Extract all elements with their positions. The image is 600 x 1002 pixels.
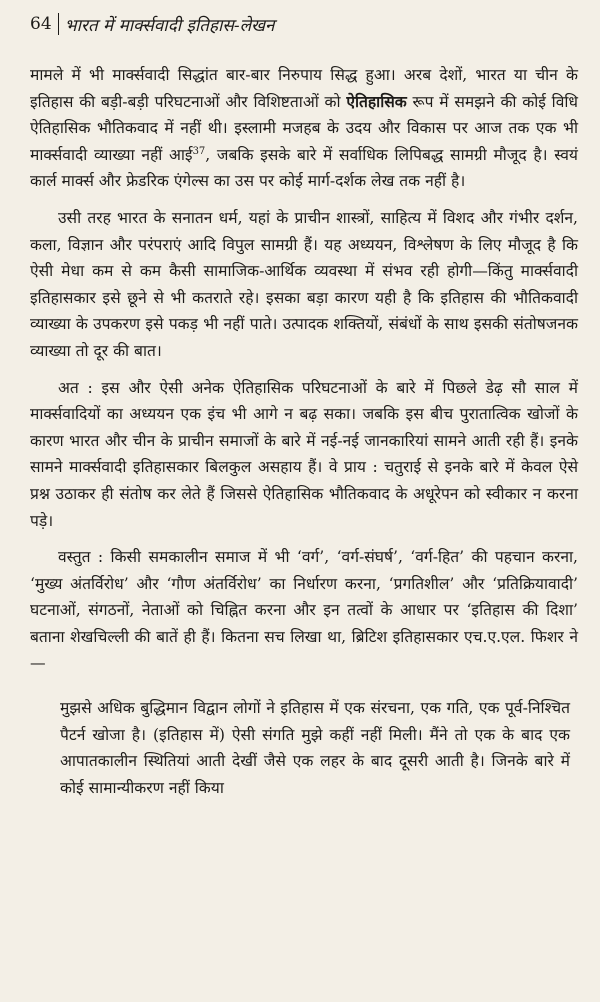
running-title: भारत में मार्क्सवादी इतिहास-लेखन	[64, 15, 275, 36]
bold-term: ऐतिहासिक	[346, 91, 407, 111]
paragraph-2: उसी तरह भारत के सनातन धर्म, यहां के प्राचीन शास्त्रों, साहित्य में विशद और गंभीर दर्शन, कला, विज्ञान और परंपराएं आदि विपुल सामग्री हैं। यह अध्ययन, विश्लेषण के लिए मौजूद है कि ऐसी मेधा कम से कम कैसी सामाजिक-आर्थिक व्यवस्था में संभव रही होगी—किंतु मार्क्सवादी इतिहासकार इसे छूने से भी कतराते रहे। इसका बड़ा कारण यही है कि इतिहास की भौतिकवादी व्याख्या के उपकरण इसे पकड़ भी नहीं पाते। उत्पादक शक्तियों, संबंधों के साथ इसकी संतोषजनक व्याख्या तो दूर की बात।	[30, 208, 578, 360]
page-header	[30, 8, 578, 40]
page-number: 64	[30, 14, 52, 34]
block-quote	[60, 695, 570, 801]
header-separator	[58, 13, 59, 35]
quote-text: मुझसे अधिक बुद्धिमान विद्वान लोगों ने इतिहास में एक संरचना, एक गति, एक पूर्व-निश्चित पैटर्न खोजा है। (इतिहास में) ऐसी संगति मुझे कहीं नहीं मिली। मैंने तो एक के बाद एक आपातकालीन स्थितियां आती देखीं जैसे एक लहर के बाद दूसरी आती है। जिनके बारे में कोई सामान्यीकरण नहीं किया	[60, 699, 570, 797]
paragraph-1: मामले में भी मार्क्सवादी सिद्धांत बार-बार निरुपाय सिद्ध हुआ। अरब देशों, भारत या चीन के इतिहास की बड़ी-बड़ी परिघटनाओं और विशिष्टताओं को ऐतिहासिक रूप में समझने की कोई विधि ऐतिहासिक भौतिकवाद में नहीं थी। इस्लामी मजहब के उदय और विकास पर आज तक एक भी मार्क्सवादी व्याख्या नहीं आई$^{37}$, जबकि इसके बारे में सर्वाधिक लिपिबद्ध सामग्री मौजूद है। स्वयं कार्ल मार्क्स और फ्रेडरिक एंगेल्स का उस पर कोई मार्ग-दर्शक लेख तक नहीं है।	[30, 66, 578, 191]
paragraph-3: अत : इस और ऐसी अनेक ऐतिहासिक परिघटनाओं के बारे में पिछले डेढ़ सौ साल में मार्क्सवादियों का अध्ययन एक इंच भी आगे न बढ़ सका। जबकि इस बीच पुरातात्विक खोजों के कारण भारत और चीन के प्राचीन समाजों के बारे में नई-नई जानकारियां सामने आती रही हैं। इनके सामने मार्क्सवादी इतिहासकार बिलकुल असहाय हैं। वे प्राय : चतुराई से इनके बारे में केवल ऐसे प्रश्न उठाकर ही संतोष कर लेते हैं जिससे ऐतिहासिक भौतिकवाद के अधूरेपन को स्वीकार न करना पड़े।	[30, 378, 578, 530]
page-body	[30, 62, 578, 811]
paragraph-4: वस्तुत : किसी समकालीन समाज में भी ‘वर्ग’, ‘वर्ग-संघर्ष’, ‘वर्ग-हित’ की पहचान करना, ‘मुख्य अंतर्विरोध’ और ‘गौण अंतर्विरोध’ का निर्धारण करना, ‘प्रगतिशील’ और ‘प्रतिक्रियावादी’ घटनाओं, संगठनों, नेताओं को चिह्नित करना और इन तत्वों के आधार पर ‘इतिहास की दिशा’ बताना शेखचिल्ली की बातें ही हैं। कितना सच लिखा था, ब्रिटिश इतिहासकार एच.ए.एल. फिशर ने—	[30, 548, 578, 673]
footnote-marker[interactable]: 37	[192, 145, 206, 157]
